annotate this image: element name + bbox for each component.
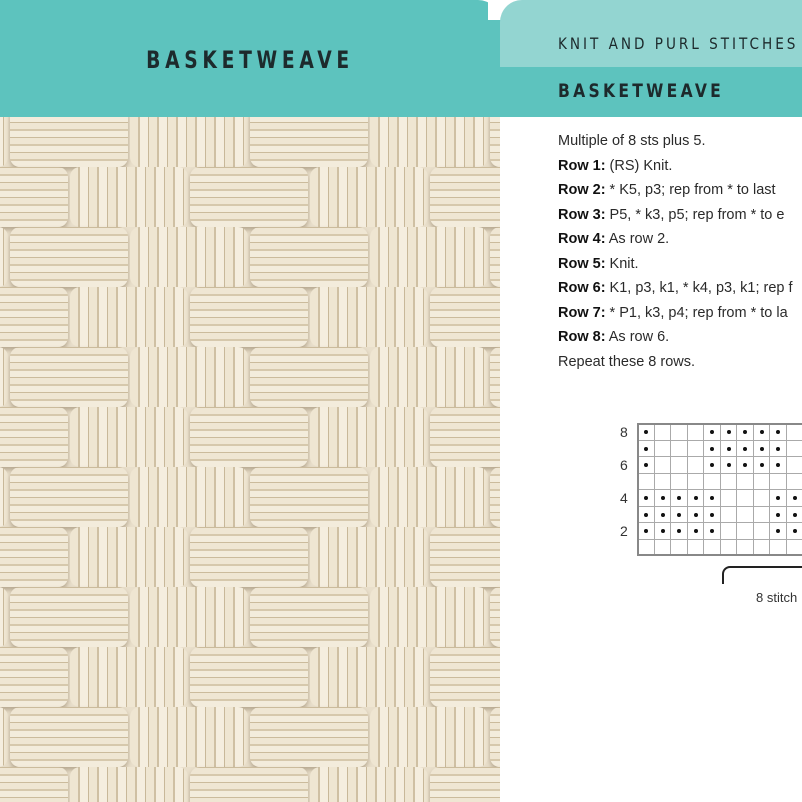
row-label: Row 7: xyxy=(558,304,606,321)
chart-row-label: 2 xyxy=(620,523,628,539)
knit-block xyxy=(370,117,488,167)
section-title: KNIT AND PURL STITCHES xyxy=(558,34,799,53)
knit-block xyxy=(130,347,248,407)
purl-block xyxy=(10,587,128,647)
knit-block xyxy=(70,527,188,587)
purl-block xyxy=(430,167,500,227)
knit-block xyxy=(70,647,188,707)
purl-block xyxy=(0,167,68,227)
purl-block xyxy=(250,587,368,647)
row-label: Row 5: xyxy=(558,255,606,272)
repeat-label: 8 stitch xyxy=(756,590,798,605)
intro-text: Multiple of 8 sts plus 5. xyxy=(558,133,706,149)
row-text: As row 2. xyxy=(605,231,670,247)
purl-block xyxy=(10,707,128,767)
instruction-row xyxy=(558,229,793,254)
purl-block xyxy=(0,527,68,587)
repeat-brace xyxy=(722,566,802,584)
knit-block xyxy=(130,227,248,287)
swatch-title: BASKETWEAVE xyxy=(146,46,354,74)
knit-block xyxy=(310,287,428,347)
knit-block xyxy=(130,117,248,167)
purl-block xyxy=(430,287,500,347)
purl-block xyxy=(490,467,500,527)
purl-block xyxy=(0,287,68,347)
purl-block xyxy=(250,227,368,287)
row-text: K1, p3, k1, * k4, p3, k1; rep f xyxy=(605,280,793,296)
knit-block xyxy=(310,647,428,707)
purl-block xyxy=(190,287,308,347)
purl-block xyxy=(0,767,68,802)
knit-block xyxy=(370,347,488,407)
purl-block xyxy=(430,767,500,802)
row-label: Row 4: xyxy=(558,231,606,247)
instruction-row xyxy=(558,156,793,181)
purl-block xyxy=(490,707,500,767)
purl-block xyxy=(490,117,500,167)
knit-block xyxy=(130,587,248,647)
row-label: Row 2: xyxy=(558,182,606,198)
purl-block xyxy=(250,347,368,407)
knit-block xyxy=(130,707,248,767)
chart-frame xyxy=(637,423,802,556)
knit-block xyxy=(0,117,8,167)
swatch-photo xyxy=(0,117,500,802)
purl-block xyxy=(0,647,68,707)
instruction-row xyxy=(558,254,793,279)
purl-block xyxy=(190,407,308,467)
knit-block xyxy=(370,227,488,287)
knit-block xyxy=(370,707,488,767)
purl-block xyxy=(190,647,308,707)
purl-block xyxy=(190,167,308,227)
instruction-row xyxy=(558,327,793,352)
instruction-row xyxy=(558,180,793,205)
knit-block xyxy=(0,347,8,407)
purl-block xyxy=(190,527,308,587)
purl-block xyxy=(250,117,368,167)
knit-block xyxy=(70,167,188,227)
instruction-row xyxy=(558,303,793,328)
purl-block xyxy=(490,587,500,647)
knit-block xyxy=(370,467,488,527)
row-text: P5, * k3, p5; rep from * to e xyxy=(605,206,785,223)
purl-block xyxy=(10,117,128,167)
row-text: Knit. xyxy=(605,255,639,272)
chart-row-label: 8 xyxy=(620,424,628,440)
knit-block xyxy=(70,407,188,467)
purl-block xyxy=(430,647,500,707)
instruction-row xyxy=(558,205,793,230)
purl-block xyxy=(250,467,368,527)
row-label: Row 6: xyxy=(558,280,606,296)
pattern-title: BASKETWEAVE xyxy=(558,80,725,102)
knit-block xyxy=(310,767,428,802)
row-label: Row 8: xyxy=(558,329,606,345)
knit-block xyxy=(370,587,488,647)
row-text: As row 6. xyxy=(605,329,670,345)
purl-block xyxy=(10,227,128,287)
purl-block xyxy=(190,767,308,802)
row-text: * P1, k3, p4; rep from * to la xyxy=(605,304,788,321)
knit-block xyxy=(130,467,248,527)
row-text: * K5, p3; rep from * to last xyxy=(605,182,776,198)
purl-block xyxy=(490,347,500,407)
pattern-instructions xyxy=(558,131,793,376)
knit-block xyxy=(0,587,8,647)
knit-block xyxy=(70,767,188,802)
knit-block xyxy=(70,287,188,347)
knit-block xyxy=(0,467,8,527)
knit-block xyxy=(310,527,428,587)
knit-block xyxy=(310,407,428,467)
purl-block xyxy=(0,407,68,467)
chart-row-label: 4 xyxy=(620,490,628,506)
purl-block xyxy=(490,227,500,287)
instruction-row xyxy=(558,278,793,303)
purl-block xyxy=(10,347,128,407)
purl-block xyxy=(250,707,368,767)
row-text: (RS) Knit. xyxy=(605,157,673,174)
row-label: Row 3: xyxy=(558,206,606,223)
purl-block xyxy=(430,527,500,587)
knit-block xyxy=(0,227,8,287)
outro-text: Repeat these 8 rows. xyxy=(558,353,696,370)
knit-block xyxy=(0,707,8,767)
row-label: Row 1: xyxy=(558,157,606,174)
knit-block xyxy=(310,167,428,227)
chart-row-label: 6 xyxy=(620,457,628,473)
purl-block xyxy=(10,467,128,527)
purl-block xyxy=(430,407,500,467)
